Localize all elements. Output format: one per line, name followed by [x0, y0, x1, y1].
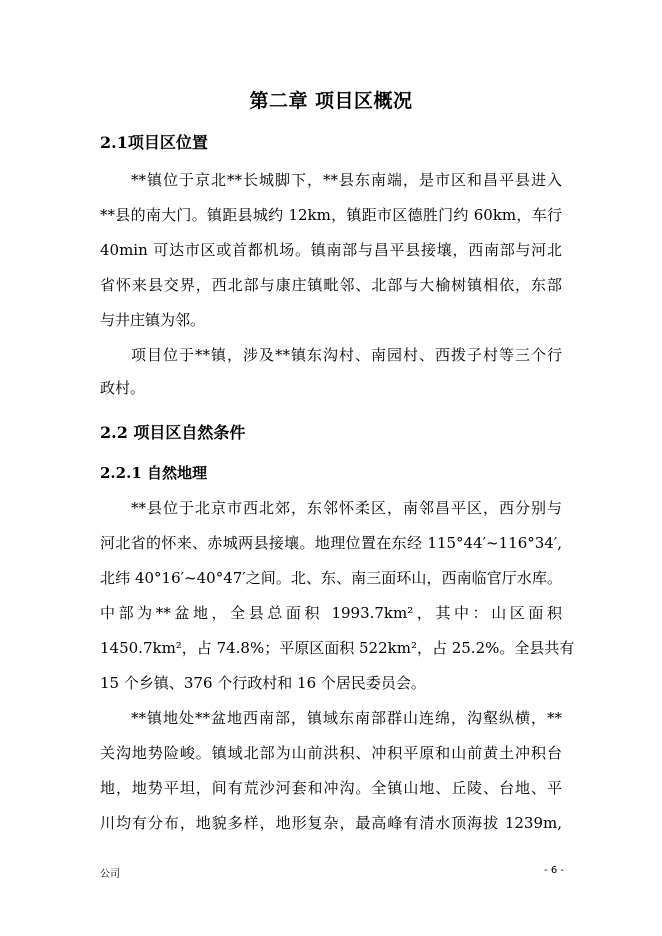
paragraph-line: 川均有分布，地貌多样，地形复杂，最高峰有清水顶海拔 1239m,: [100, 814, 562, 832]
paragraph-line: 政村。: [100, 379, 146, 397]
paragraph-line: 与井庄镇为邻。: [100, 311, 206, 329]
page-number: - 6 -: [544, 865, 564, 876]
paragraph-line: 1450.7km²，占 74.8%；平原区面积 522km²，占 25.2%。全县共有: [100, 639, 575, 657]
section-heading-2-1: 2.1项目区位置: [100, 133, 208, 152]
paragraph-line: 北纬 40°16′~40°47′之间。北、东、南三面环山，西南临官厅水库。: [100, 569, 562, 587]
paragraph-line: 项目位于**镇，涉及**镇东沟村、南园村、西拨子村等三个行: [131, 346, 562, 364]
paragraph-line: 中部为**盆地，全县总面积 1993.7km²，其中：山区面积: [100, 604, 562, 622]
paragraph-line: **县的南大门。镇距县城约 12km，镇距市区德胜门约 60km，车行: [100, 206, 562, 224]
paragraph-line: **镇地处**盆地西南部，镇域东南部群山连绵，沟壑纵横，**: [131, 709, 562, 727]
paragraph-line: 省怀来县交界，西北部与康庄镇毗邻、北部与大榆树镇相依，东部: [100, 276, 562, 294]
paragraph-line: 15 个乡镇、376 个行政村和 16 个居民委员会。: [100, 674, 426, 692]
section-heading-2-2: 2.2 项目区自然条件: [100, 423, 246, 442]
paragraph-line: 关沟地势险峻。镇域北部为山前洪积、冲积平原和山前黄土冲积台: [100, 744, 562, 762]
footer-company: 公司: [100, 869, 120, 880]
subsection-heading-2-2-1: 2.2.1 自然地理: [100, 464, 207, 482]
paragraph-line: **镇位于京北**长城脚下，**县东南端，是市区和昌平县进入: [131, 171, 562, 189]
paragraph-line: 地，地势平坦，间有荒沙河套和冲沟。全镇山地、丘陵、台地、平: [100, 779, 562, 797]
paragraph-line: 河北省的怀来、赤城两县接壤。地理位置在东经 115°44′~116°34′,: [100, 534, 562, 552]
paragraph-line: **县位于北京市西北郊，东邻怀柔区，南邻昌平区，西分别与: [131, 499, 562, 517]
chapter-title: 第二章 项目区概况: [249, 90, 413, 112]
paragraph-line: 40min 可达市区或首都机场。镇南部与昌平县接壤，西南部与河北: [100, 241, 562, 259]
